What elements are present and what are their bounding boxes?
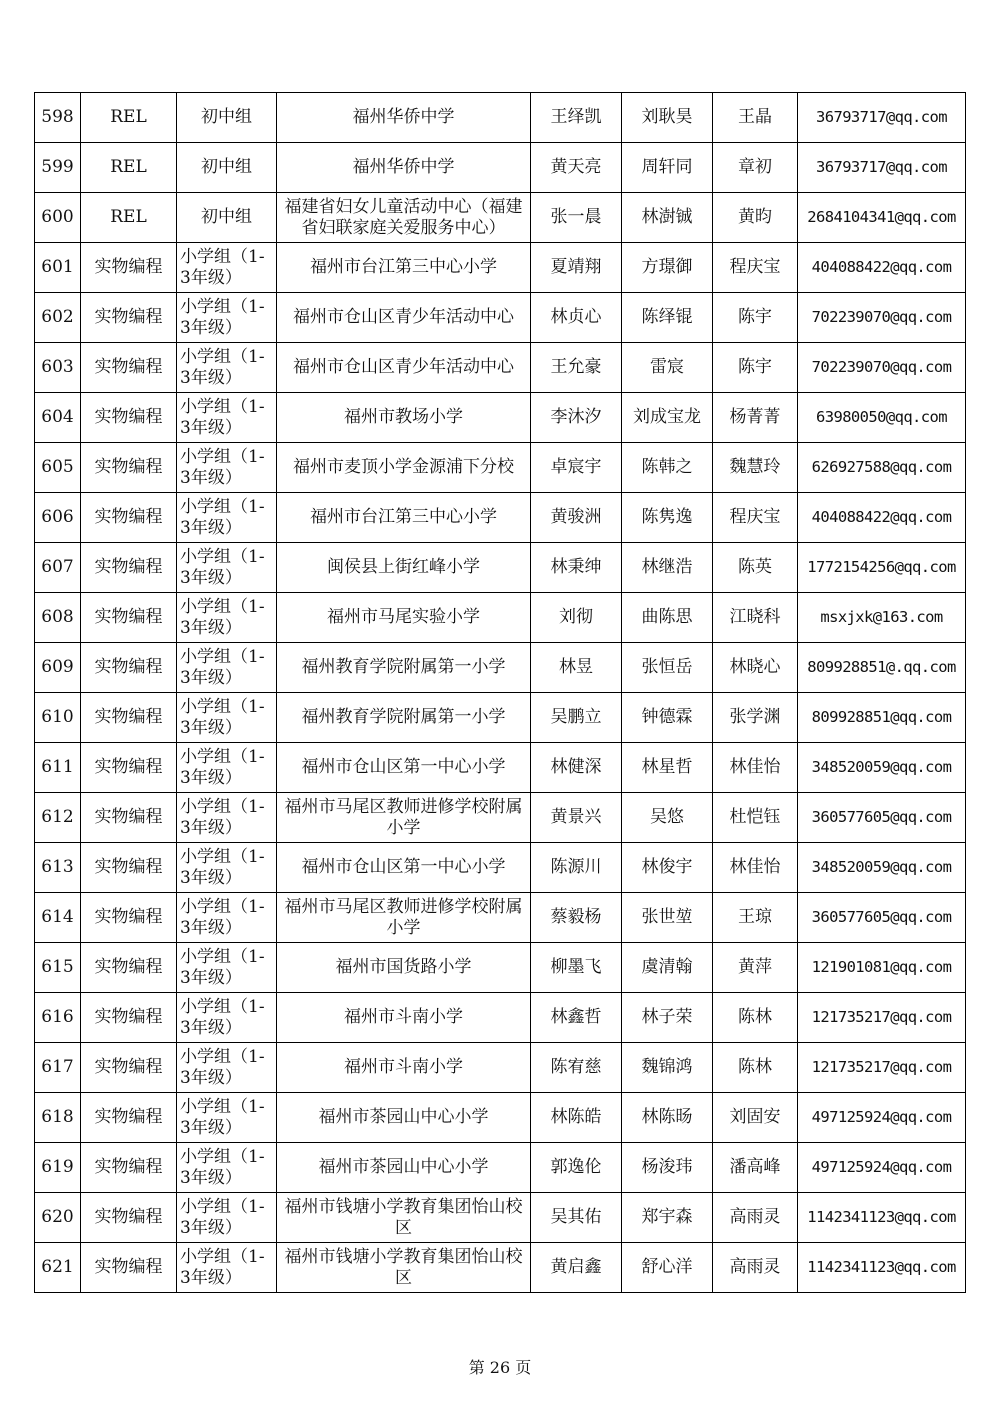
entry-number: 602	[35, 293, 81, 343]
entry-number: 612	[35, 793, 81, 843]
teacher: 王琼	[713, 893, 798, 943]
table-row	[35, 1093, 966, 1143]
school: 福州市台江第三中心小学	[277, 243, 531, 293]
table-row	[35, 1243, 966, 1293]
table-row	[35, 193, 966, 243]
entry-number: 614	[35, 893, 81, 943]
teacher: 程庆宝	[713, 493, 798, 543]
table-row	[35, 893, 966, 943]
teacher: 黄昀	[713, 193, 798, 243]
group: 小学组（1-3年级）	[177, 793, 277, 843]
group: 小学组（1-3年级）	[177, 743, 277, 793]
student-1: 张一晨	[531, 193, 622, 243]
email: 121901081@qq.com	[798, 943, 966, 993]
school: 福州市国货路小学	[277, 943, 531, 993]
teacher: 高雨灵	[713, 1193, 798, 1243]
group: 小学组（1-3年级）	[177, 1093, 277, 1143]
student-2: 杨浚玮	[622, 1143, 713, 1193]
teacher: 张学渊	[713, 693, 798, 743]
email: 1142341123@qq.com	[798, 1243, 966, 1293]
table-row	[35, 543, 966, 593]
entry-number: 608	[35, 593, 81, 643]
group: 小学组（1-3年级）	[177, 243, 277, 293]
student-1: 吴其佑	[531, 1193, 622, 1243]
entry-number: 606	[35, 493, 81, 543]
email: 121735217@qq.com	[798, 1043, 966, 1093]
student-1: 柳墨飞	[531, 943, 622, 993]
student-1: 黄景兴	[531, 793, 622, 843]
entry-number: 598	[35, 93, 81, 143]
roster-table	[34, 92, 966, 1293]
school: 福州市仓山区青少年活动中心	[277, 293, 531, 343]
table-row	[35, 443, 966, 493]
school: 福州市茶园山中心小学	[277, 1093, 531, 1143]
teacher: 王晶	[713, 93, 798, 143]
email: 404088422@qq.com	[798, 493, 966, 543]
student-1: 李沐汐	[531, 393, 622, 443]
email: 497125924@qq.com	[798, 1143, 966, 1193]
email: 360577605@qq.com	[798, 793, 966, 843]
student-1: 林鑫哲	[531, 993, 622, 1043]
email: 36793717@qq.com	[798, 143, 966, 193]
category: 实物编程	[81, 1043, 177, 1093]
student-1: 陈宥慈	[531, 1043, 622, 1093]
email: 809928851@qq.com	[798, 693, 966, 743]
entry-number: 611	[35, 743, 81, 793]
school: 福州市茶园山中心小学	[277, 1143, 531, 1193]
student-2: 吴悠	[622, 793, 713, 843]
teacher: 林晓心	[713, 643, 798, 693]
entry-number: 601	[35, 243, 81, 293]
entry-number: 604	[35, 393, 81, 443]
student-1: 黄天亮	[531, 143, 622, 193]
student-1: 王允豪	[531, 343, 622, 393]
school: 福州市钱塘小学教育集团怡山校区	[277, 1243, 531, 1293]
student-1: 卓宸宇	[531, 443, 622, 493]
group: 小学组（1-3年级）	[177, 443, 277, 493]
school: 福州市斗南小学	[277, 993, 531, 1043]
entry-number: 609	[35, 643, 81, 693]
student-2: 刘成宝龙	[622, 393, 713, 443]
teacher: 江晓科	[713, 593, 798, 643]
teacher: 高雨灵	[713, 1243, 798, 1293]
entry-number: 618	[35, 1093, 81, 1143]
teacher: 陈宇	[713, 343, 798, 393]
table-row	[35, 1043, 966, 1093]
table-row	[35, 493, 966, 543]
student-1: 林昱	[531, 643, 622, 693]
email: 121735217@qq.com	[798, 993, 966, 1043]
entry-number: 621	[35, 1243, 81, 1293]
school: 福州华侨中学	[277, 143, 531, 193]
student-2: 陈绎锟	[622, 293, 713, 343]
entry-number: 620	[35, 1193, 81, 1243]
category: 实物编程	[81, 793, 177, 843]
student-1: 刘彻	[531, 593, 622, 643]
school: 福州市斗南小学	[277, 1043, 531, 1093]
category: REL	[81, 93, 177, 143]
school: 福州市仓山区第一中心小学	[277, 743, 531, 793]
group: 小学组（1-3年级）	[177, 1193, 277, 1243]
table-row	[35, 293, 966, 343]
roster-body	[35, 93, 966, 1293]
teacher: 林佳怡	[713, 743, 798, 793]
entry-number: 613	[35, 843, 81, 893]
table-row	[35, 143, 966, 193]
student-2: 虞清翰	[622, 943, 713, 993]
student-2: 林继浩	[622, 543, 713, 593]
group: 小学组（1-3年级）	[177, 943, 277, 993]
school: 福州市钱塘小学教育集团怡山校区	[277, 1193, 531, 1243]
entry-number: 607	[35, 543, 81, 593]
student-1: 陈源川	[531, 843, 622, 893]
student-1: 夏靖翔	[531, 243, 622, 293]
group: 初中组	[177, 193, 277, 243]
entry-number: 619	[35, 1143, 81, 1193]
school: 福州市麦顶小学金源浦下分校	[277, 443, 531, 493]
student-1: 黄启鑫	[531, 1243, 622, 1293]
email: 360577605@qq.com	[798, 893, 966, 943]
table-row	[35, 743, 966, 793]
category: 实物编程	[81, 243, 177, 293]
student-1: 林陈皓	[531, 1093, 622, 1143]
email: 36793717@qq.com	[798, 93, 966, 143]
student-1: 郭逸伦	[531, 1143, 622, 1193]
student-2: 刘耿昊	[622, 93, 713, 143]
student-2: 林澍铖	[622, 193, 713, 243]
group: 小学组（1-3年级）	[177, 343, 277, 393]
student-2: 郑宇森	[622, 1193, 713, 1243]
school: 福州教育学院附属第一小学	[277, 643, 531, 693]
entry-number: 600	[35, 193, 81, 243]
teacher: 程庆宝	[713, 243, 798, 293]
entry-number: 603	[35, 343, 81, 393]
category: 实物编程	[81, 493, 177, 543]
email: 404088422@qq.com	[798, 243, 966, 293]
entry-number: 617	[35, 1043, 81, 1093]
teacher: 陈英	[713, 543, 798, 593]
student-2: 林子荣	[622, 993, 713, 1043]
group: 小学组（1-3年级）	[177, 1143, 277, 1193]
category: 实物编程	[81, 743, 177, 793]
student-2: 魏锦鸿	[622, 1043, 713, 1093]
student-1: 蔡毅杨	[531, 893, 622, 943]
table-row	[35, 243, 966, 293]
student-2: 雷宸	[622, 343, 713, 393]
email: 497125924@qq.com	[798, 1093, 966, 1143]
category: 实物编程	[81, 1193, 177, 1243]
category: 实物编程	[81, 893, 177, 943]
email: 702239070@qq.com	[798, 293, 966, 343]
group: 小学组（1-3年级）	[177, 593, 277, 643]
category: 实物编程	[81, 593, 177, 643]
category: 实物编程	[81, 443, 177, 493]
category: REL	[81, 143, 177, 193]
group: 小学组（1-3年级）	[177, 1243, 277, 1293]
category: 实物编程	[81, 1093, 177, 1143]
table-row	[35, 793, 966, 843]
teacher: 陈林	[713, 1043, 798, 1093]
student-2: 张恒岳	[622, 643, 713, 693]
teacher: 章初	[713, 143, 798, 193]
student-2: 陈隽逸	[622, 493, 713, 543]
student-2: 钟德霖	[622, 693, 713, 743]
page-number: 第 26 页	[468, 1358, 532, 1377]
student-1: 林健深	[531, 743, 622, 793]
student-1: 林秉绅	[531, 543, 622, 593]
student-1: 林贞心	[531, 293, 622, 343]
table-row	[35, 1143, 966, 1193]
student-2: 周轩同	[622, 143, 713, 193]
table-row	[35, 943, 966, 993]
student-2: 张世堃	[622, 893, 713, 943]
email: 63980050@qq.com	[798, 393, 966, 443]
student-2: 方璟御	[622, 243, 713, 293]
category: 实物编程	[81, 1143, 177, 1193]
group: 小学组（1-3年级）	[177, 493, 277, 543]
email: 348520059@qq.com	[798, 843, 966, 893]
teacher: 魏慧玲	[713, 443, 798, 493]
email: 1772154256@qq.com	[798, 543, 966, 593]
group: 小学组（1-3年级）	[177, 1043, 277, 1093]
school: 福州市马尾区教师进修学校附属小学	[277, 793, 531, 843]
table-row	[35, 393, 966, 443]
category: 实物编程	[81, 843, 177, 893]
teacher: 黄萍	[713, 943, 798, 993]
email: 348520059@qq.com	[798, 743, 966, 793]
entry-number: 605	[35, 443, 81, 493]
group: 小学组（1-3年级）	[177, 893, 277, 943]
student-2: 舒心洋	[622, 1243, 713, 1293]
entry-number: 610	[35, 693, 81, 743]
group: 小学组（1-3年级）	[177, 643, 277, 693]
group: 小学组（1-3年级）	[177, 543, 277, 593]
email: 2684104341@qq.com	[798, 193, 966, 243]
school: 福州市马尾实验小学	[277, 593, 531, 643]
student-1: 黄骏洲	[531, 493, 622, 543]
group: 小学组（1-3年级）	[177, 693, 277, 743]
category: 实物编程	[81, 393, 177, 443]
category: 实物编程	[81, 343, 177, 393]
school: 福州市仓山区第一中心小学	[277, 843, 531, 893]
school: 闽侯县上街红峰小学	[277, 543, 531, 593]
teacher: 刘固安	[713, 1093, 798, 1143]
student-2: 林俊宇	[622, 843, 713, 893]
teacher: 潘高峰	[713, 1143, 798, 1193]
table-row	[35, 593, 966, 643]
category: 实物编程	[81, 693, 177, 743]
category: 实物编程	[81, 1243, 177, 1293]
school: 福州市台江第三中心小学	[277, 493, 531, 543]
student-1: 王绎凯	[531, 93, 622, 143]
teacher: 林佳怡	[713, 843, 798, 893]
table-row	[35, 843, 966, 893]
teacher: 陈宇	[713, 293, 798, 343]
school: 福州华侨中学	[277, 93, 531, 143]
table-row	[35, 643, 966, 693]
entry-number: 616	[35, 993, 81, 1043]
category: 实物编程	[81, 543, 177, 593]
category: 实物编程	[81, 643, 177, 693]
email: msxjxk@163.com	[798, 593, 966, 643]
table-row	[35, 1193, 966, 1243]
student-1: 吴鹏立	[531, 693, 622, 743]
category: 实物编程	[81, 943, 177, 993]
school: 福州教育学院附属第一小学	[277, 693, 531, 743]
entry-number: 599	[35, 143, 81, 193]
school: 福州市仓山区青少年活动中心	[277, 343, 531, 393]
group: 小学组（1-3年级）	[177, 293, 277, 343]
group: 小学组（1-3年级）	[177, 843, 277, 893]
student-2: 林星哲	[622, 743, 713, 793]
table-row	[35, 993, 966, 1043]
student-2: 曲陈思	[622, 593, 713, 643]
email: 809928851@.qq.com	[798, 643, 966, 693]
table-row	[35, 693, 966, 743]
school: 福州市教场小学	[277, 393, 531, 443]
email: 626927588@qq.com	[798, 443, 966, 493]
teacher: 杜恺钰	[713, 793, 798, 843]
group: 初中组	[177, 93, 277, 143]
teacher: 杨菁菁	[713, 393, 798, 443]
category: REL	[81, 193, 177, 243]
entry-number: 615	[35, 943, 81, 993]
group: 小学组（1-3年级）	[177, 393, 277, 443]
group: 小学组（1-3年级）	[177, 993, 277, 1043]
student-2: 林陈旸	[622, 1093, 713, 1143]
teacher: 陈林	[713, 993, 798, 1043]
category: 实物编程	[81, 993, 177, 1043]
email: 702239070@qq.com	[798, 343, 966, 393]
email: 1142341123@qq.com	[798, 1193, 966, 1243]
category: 实物编程	[81, 293, 177, 343]
group: 初中组	[177, 143, 277, 193]
table-row	[35, 93, 966, 143]
table-row	[35, 343, 966, 393]
school: 福建省妇女儿童活动中心（福建省妇联家庭关爱服务中心）	[277, 193, 531, 243]
school: 福州市马尾区教师进修学校附属小学	[277, 893, 531, 943]
student-2: 陈韩之	[622, 443, 713, 493]
